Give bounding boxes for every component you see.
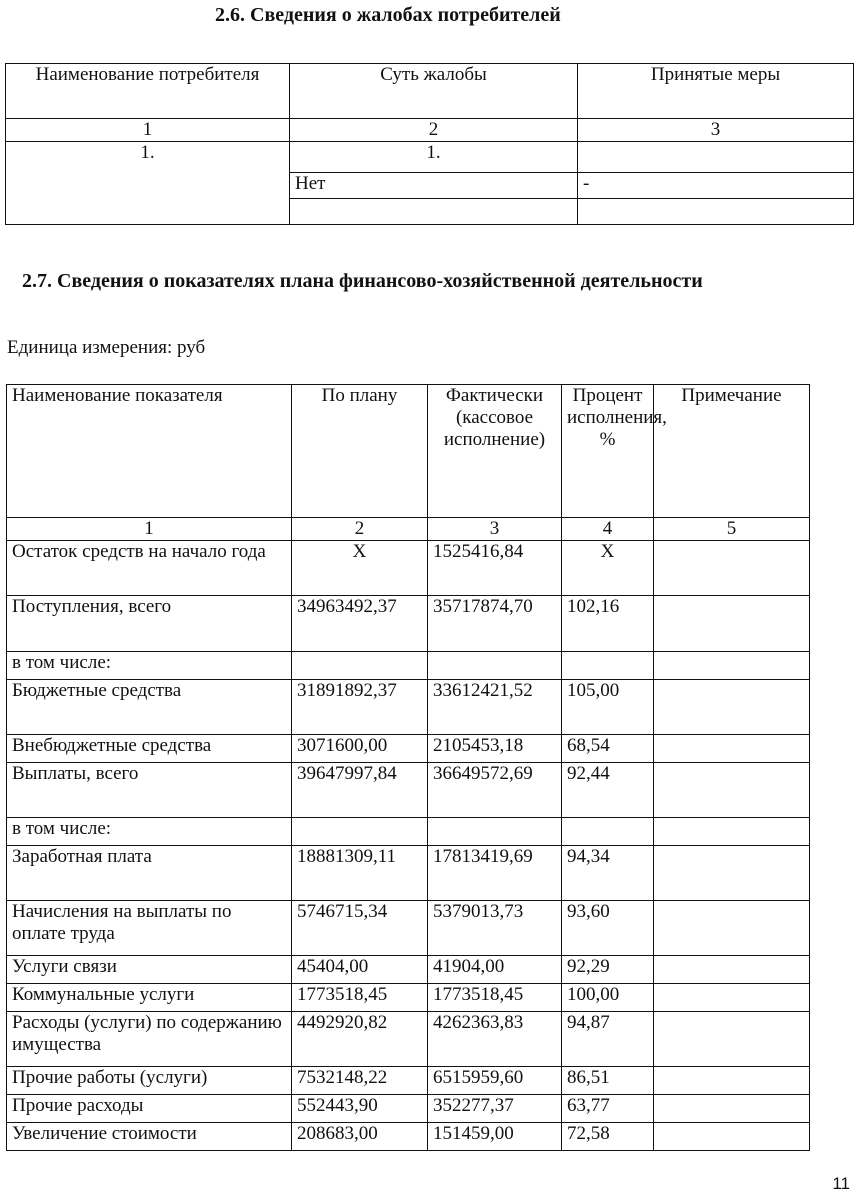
finance-cell: 35717874,70 <box>428 596 562 652</box>
finance-cell: 352277,37 <box>428 1095 562 1123</box>
finance-cell: 7532148,22 <box>292 1067 428 1095</box>
finance-cell <box>654 1095 810 1123</box>
finance-cell: 6515959,60 <box>428 1067 562 1095</box>
finance-cell: 100,00 <box>562 984 654 1012</box>
finance-cell <box>654 596 810 652</box>
col-number-cell: 2 <box>290 119 578 142</box>
table-row <box>7 818 810 846</box>
finance-cell: 86,51 <box>562 1067 654 1095</box>
finance-cell: 1773518,45 <box>292 984 428 1012</box>
finance-cell: 102,16 <box>562 596 654 652</box>
finance-cell: 4492920,82 <box>292 1012 428 1067</box>
complaints-colnum-row <box>6 119 854 142</box>
table-row <box>7 1067 810 1095</box>
finance-cell: 5379013,73 <box>428 901 562 956</box>
finance-colnum-row <box>7 518 810 541</box>
finance-cell <box>428 652 562 680</box>
table-row <box>7 1095 810 1123</box>
finance-cell: 41904,00 <box>428 956 562 984</box>
col-number-cell: 1 <box>6 119 290 142</box>
finance-cell <box>654 1123 810 1151</box>
finance-cell: Остаток средств на начало года <box>7 541 292 596</box>
finance-header-cell: Фактически (кассовое исполнение) <box>428 385 562 518</box>
finance-cell: в том числе: <box>7 818 292 846</box>
finance-cell <box>654 763 810 818</box>
finance-table <box>6 384 810 1151</box>
complaints-header-cell: Суть жалобы <box>290 64 578 119</box>
finance-cell: 17813419,69 <box>428 846 562 901</box>
finance-cell: 151459,00 <box>428 1123 562 1151</box>
finance-cell: Бюджетные средства <box>7 680 292 735</box>
complaints-cell <box>578 199 854 225</box>
finance-cell: 94,87 <box>562 1012 654 1067</box>
table-row <box>7 984 810 1012</box>
table-row <box>7 956 810 984</box>
finance-cell: Коммунальные услуги <box>7 984 292 1012</box>
finance-cell: 1773518,45 <box>428 984 562 1012</box>
complaints-table <box>5 63 854 225</box>
finance-header-cell: Наименование показателя <box>7 385 292 518</box>
finance-cell: Прочие работы (услуги) <box>7 1067 292 1095</box>
complaints-cell: 1. <box>290 142 578 173</box>
finance-cell: 3071600,00 <box>292 735 428 763</box>
finance-header-cell: Процент исполнения, % <box>562 385 654 518</box>
finance-cell: 94,34 <box>562 846 654 901</box>
finance-cell: 45404,00 <box>292 956 428 984</box>
unit-label: Единица измерения: руб <box>7 337 206 358</box>
finance-cell: 105,00 <box>562 680 654 735</box>
finance-cell: 93,60 <box>562 901 654 956</box>
finance-header-cell: Примечание <box>654 385 810 518</box>
complaints-cell <box>578 142 854 173</box>
complaints-cell: 1. <box>6 142 290 225</box>
complaints-header-cell: Наименование потребителя <box>6 64 290 119</box>
finance-cell <box>654 680 810 735</box>
finance-cell <box>654 541 810 596</box>
col-number-cell: 2 <box>292 518 428 541</box>
finance-cell: 31891892,37 <box>292 680 428 735</box>
finance-header-cell: По плану <box>292 385 428 518</box>
table-row <box>6 142 854 173</box>
finance-cell <box>292 652 428 680</box>
finance-cell: 39647997,84 <box>292 763 428 818</box>
table-row <box>7 680 810 735</box>
finance-cell: в том числе: <box>7 652 292 680</box>
table-row <box>7 763 810 818</box>
finance-cell: Х <box>562 541 654 596</box>
complaints-cell: - <box>578 173 854 199</box>
finance-header-row <box>7 385 810 518</box>
table-row <box>7 846 810 901</box>
finance-cell: Х <box>292 541 428 596</box>
finance-cell <box>654 652 810 680</box>
finance-cell <box>654 901 810 956</box>
col-number-cell: 4 <box>562 518 654 541</box>
finance-cell: 34963492,37 <box>292 596 428 652</box>
finance-cell <box>292 818 428 846</box>
finance-cell: 18881309,11 <box>292 846 428 901</box>
finance-cell: 92,44 <box>562 763 654 818</box>
finance-cell: Начисления на выплаты по оплате труда <box>7 901 292 956</box>
finance-cell <box>654 818 810 846</box>
finance-cell: Внебюджетные средства <box>7 735 292 763</box>
page-number: 11 <box>832 1174 850 1193</box>
finance-cell <box>428 818 562 846</box>
table-row <box>7 735 810 763</box>
col-number-cell: 5 <box>654 518 810 541</box>
finance-cell: 33612421,52 <box>428 680 562 735</box>
table-row <box>7 1123 810 1151</box>
finance-cell <box>654 1012 810 1067</box>
finance-cell: Расходы (услуги) по содержанию имущества <box>7 1012 292 1067</box>
finance-cell: 68,54 <box>562 735 654 763</box>
finance-cell: 2105453,18 <box>428 735 562 763</box>
finance-cell: 4262363,83 <box>428 1012 562 1067</box>
finance-cell: Услуги связи <box>7 956 292 984</box>
finance-cell: Поступления, всего <box>7 596 292 652</box>
table-row <box>7 901 810 956</box>
finance-cell: 36649572,69 <box>428 763 562 818</box>
finance-cell <box>654 956 810 984</box>
finance-cell <box>654 846 810 901</box>
finance-cell <box>562 652 654 680</box>
finance-cell <box>654 984 810 1012</box>
col-number-cell: 3 <box>578 119 854 142</box>
complaints-cell <box>290 199 578 225</box>
col-number-cell: 1 <box>7 518 292 541</box>
table-row <box>7 541 810 596</box>
finance-cell: 1525416,84 <box>428 541 562 596</box>
complaints-cell: Нет <box>290 173 578 199</box>
finance-cell: 208683,00 <box>292 1123 428 1151</box>
complaints-title: 2.6. Сведения о жалобах потребителей <box>215 4 561 26</box>
complaints-header-cell: Принятые меры <box>578 64 854 119</box>
table-row <box>7 596 810 652</box>
finance-cell: 5746715,34 <box>292 901 428 956</box>
finance-cell <box>654 1067 810 1095</box>
finance-cell: Увеличение стоимости <box>7 1123 292 1151</box>
complaints-header-row <box>6 64 854 119</box>
finance-cell: Выплаты, всего <box>7 763 292 818</box>
finance-cell: 63,77 <box>562 1095 654 1123</box>
finance-cell: Заработная плата <box>7 846 292 901</box>
finance-cell: 92,29 <box>562 956 654 984</box>
col-number-cell: 3 <box>428 518 562 541</box>
finance-cell <box>562 818 654 846</box>
table-row <box>7 1012 810 1067</box>
finance-title: 2.7. Сведения о показателях плана финансово-хозяйственной деятельности <box>22 270 703 292</box>
finance-cell: Прочие расходы <box>7 1095 292 1123</box>
table-row <box>7 652 810 680</box>
finance-cell: 72,58 <box>562 1123 654 1151</box>
finance-cell <box>654 735 810 763</box>
finance-cell: 552443,90 <box>292 1095 428 1123</box>
